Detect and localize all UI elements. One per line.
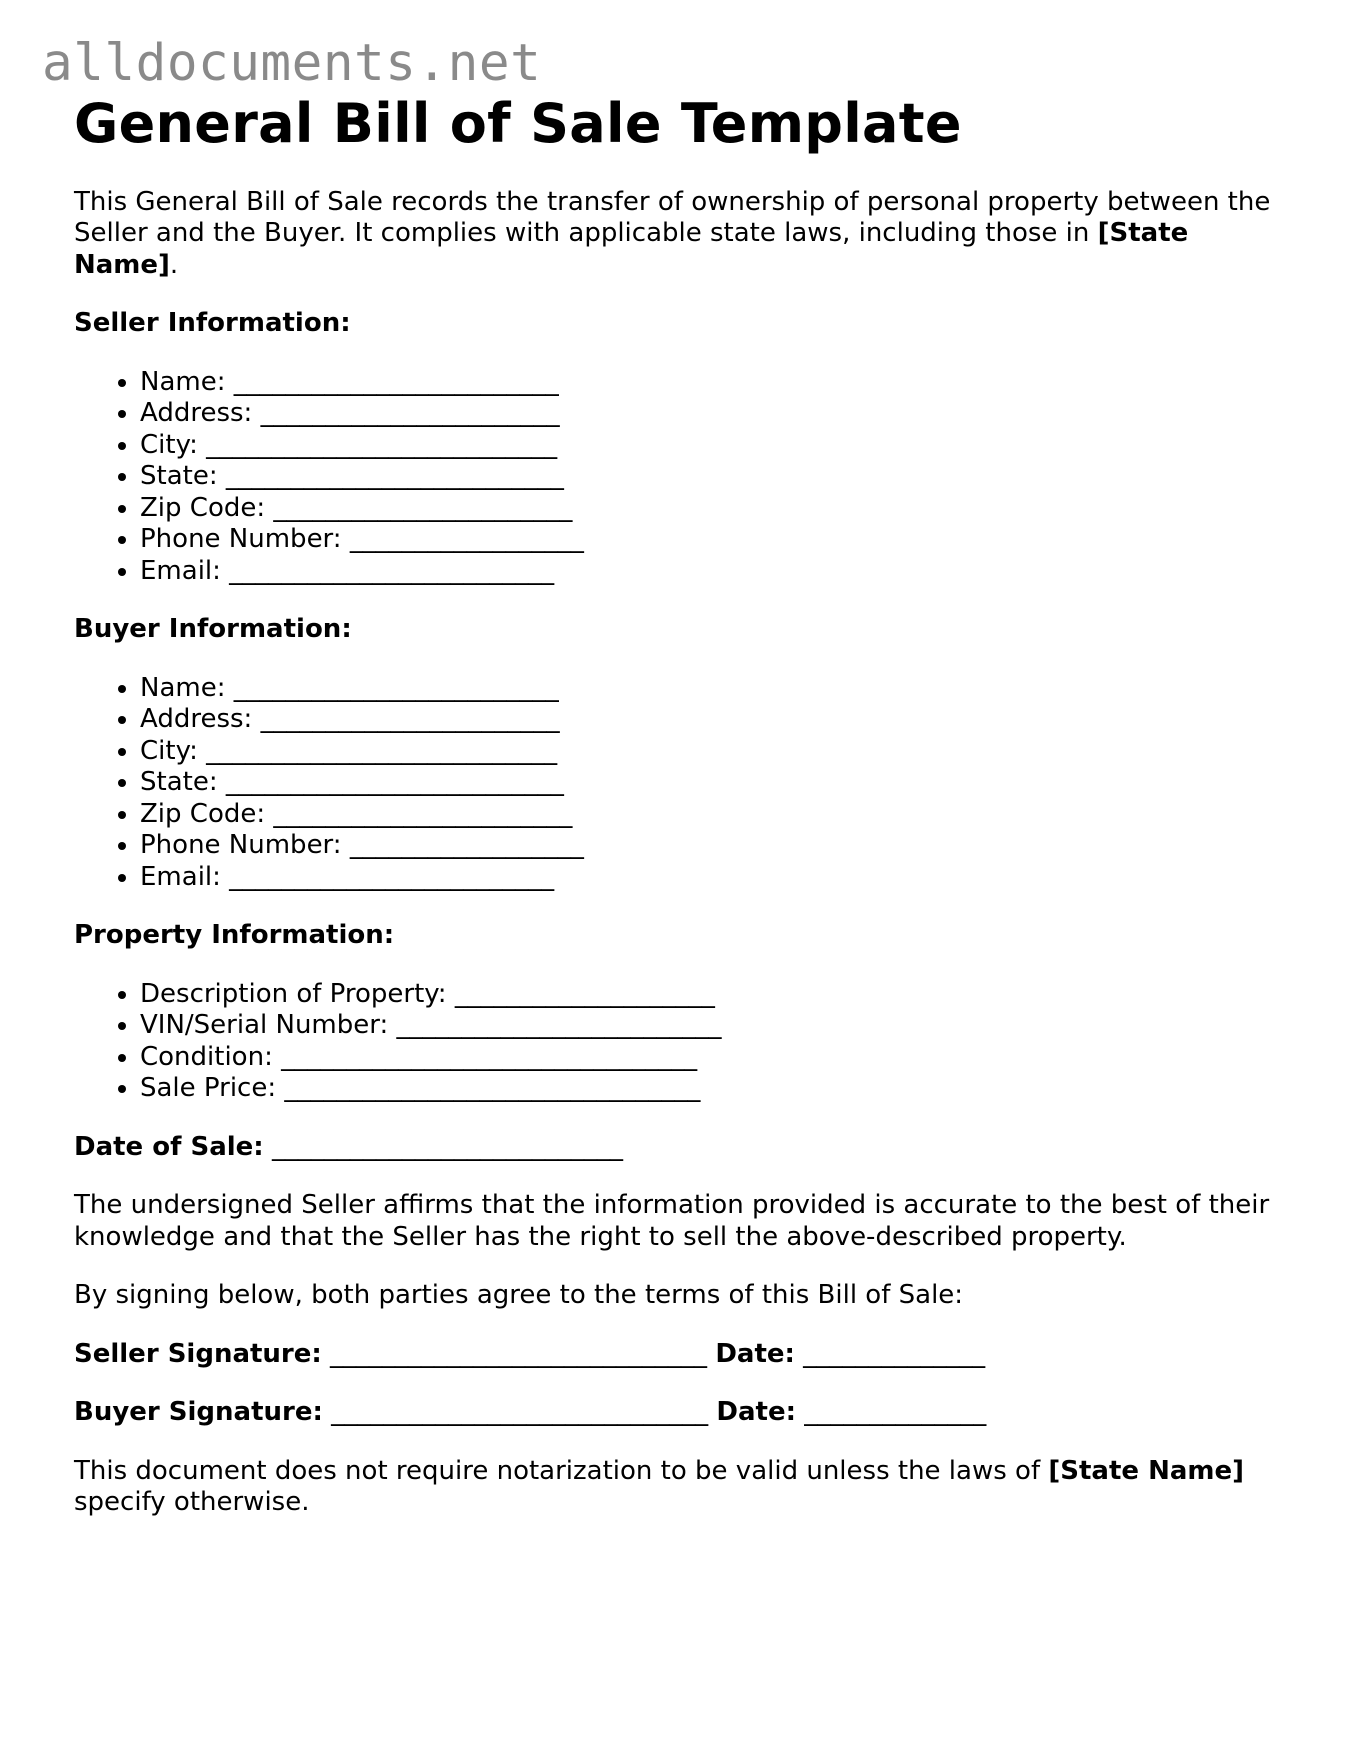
buyer-address-field: • Address: _______________________	[140, 704, 1274, 736]
seller-date-blank: ______________	[794, 1338, 986, 1369]
buyer-date-blank: ______________	[796, 1397, 987, 1428]
buyer-state-field: • State: __________________________	[140, 767, 1274, 799]
agreement-paragraph: By signing below, both parties agree to the terms of this Bill of Sale:	[74, 1280, 964, 1311]
property-condition-field: • Condition: ________________________________	[140, 1042, 1274, 1074]
notarization-text: This document does not require notarization to be valid unless the laws of	[74, 1455, 1049, 1486]
seller-email-field: • Email: _________________________	[140, 556, 1274, 588]
seller-name-field: • Name: _________________________	[140, 367, 1274, 399]
intro-end: .	[169, 249, 179, 280]
buyer-phone-field: • Phone Number: __________________	[140, 830, 1274, 862]
intro-paragraph	[74, 187, 1274, 282]
watermark: alldocuments.net	[42, 34, 542, 93]
seller-city-field: • City: ___________________________	[140, 430, 1274, 462]
page-title: General Bill of Sale Template	[74, 92, 962, 155]
property-info-heading: Property Information:	[74, 920, 395, 951]
property-vin-field: • VIN/Serial Number: _________________________	[140, 1010, 1274, 1042]
buyer-info-heading: Buyer Information:	[74, 614, 352, 645]
buyer-signature-blank: _____________________________	[322, 1397, 717, 1428]
affirmation-paragraph: The undersigned Seller affirms that the information provided is accurate to the best of their knowledge and that the Seller has the right to sell the above-described property.	[74, 1190, 1270, 1252]
buyer-signature-line	[74, 1397, 1274, 1429]
date-of-sale-label: Date of Sale:	[74, 1131, 264, 1162]
buyer-info-list	[74, 673, 1274, 894]
buyer-signature-label: Buyer Signature:	[74, 1397, 323, 1428]
intro-text: This General Bill of Sale records the transfer of ownership of personal property between the Seller and the Buyer. It complies with applicable state laws, including those in	[74, 186, 1271, 249]
notarization-state-placeholder: [State Name]	[1048, 1455, 1244, 1486]
property-price-field: • Sale Price: ________________________________	[140, 1073, 1274, 1105]
intro-state-placeholder: [State Name]	[74, 218, 1189, 280]
seller-info-list	[74, 367, 1274, 588]
notarization-end: specify otherwise.	[74, 1487, 310, 1518]
notarization-paragraph	[74, 1456, 1274, 1519]
date-of-sale-line	[74, 1132, 1274, 1164]
seller-phone-field: • Phone Number: __________________	[140, 524, 1274, 556]
seller-date-label: Date:	[715, 1338, 795, 1369]
buyer-city-field: • City: ___________________________	[140, 736, 1274, 768]
seller-address-field: • Address: _______________________	[140, 398, 1274, 430]
seller-info-heading: Seller Information:	[74, 308, 351, 339]
date-of-sale-blank: ___________________________	[263, 1131, 623, 1162]
seller-signature-label: Seller Signature:	[74, 1338, 322, 1369]
buyer-name-field: • Name: _________________________	[140, 673, 1274, 705]
property-info-list	[74, 979, 1274, 1105]
buyer-date-label: Date:	[716, 1397, 797, 1428]
seller-zip-field: • Zip Code: _______________________	[140, 493, 1274, 525]
seller-state-field: • State: __________________________	[140, 461, 1274, 493]
buyer-email-field: • Email: _________________________	[140, 862, 1274, 894]
seller-signature-line	[74, 1339, 1274, 1371]
seller-signature-blank: _____________________________	[321, 1338, 716, 1369]
document-page	[74, 92, 1274, 1519]
property-description-field: • Description of Property: ____________________	[140, 979, 1274, 1011]
buyer-zip-field: • Zip Code: _______________________	[140, 799, 1274, 831]
